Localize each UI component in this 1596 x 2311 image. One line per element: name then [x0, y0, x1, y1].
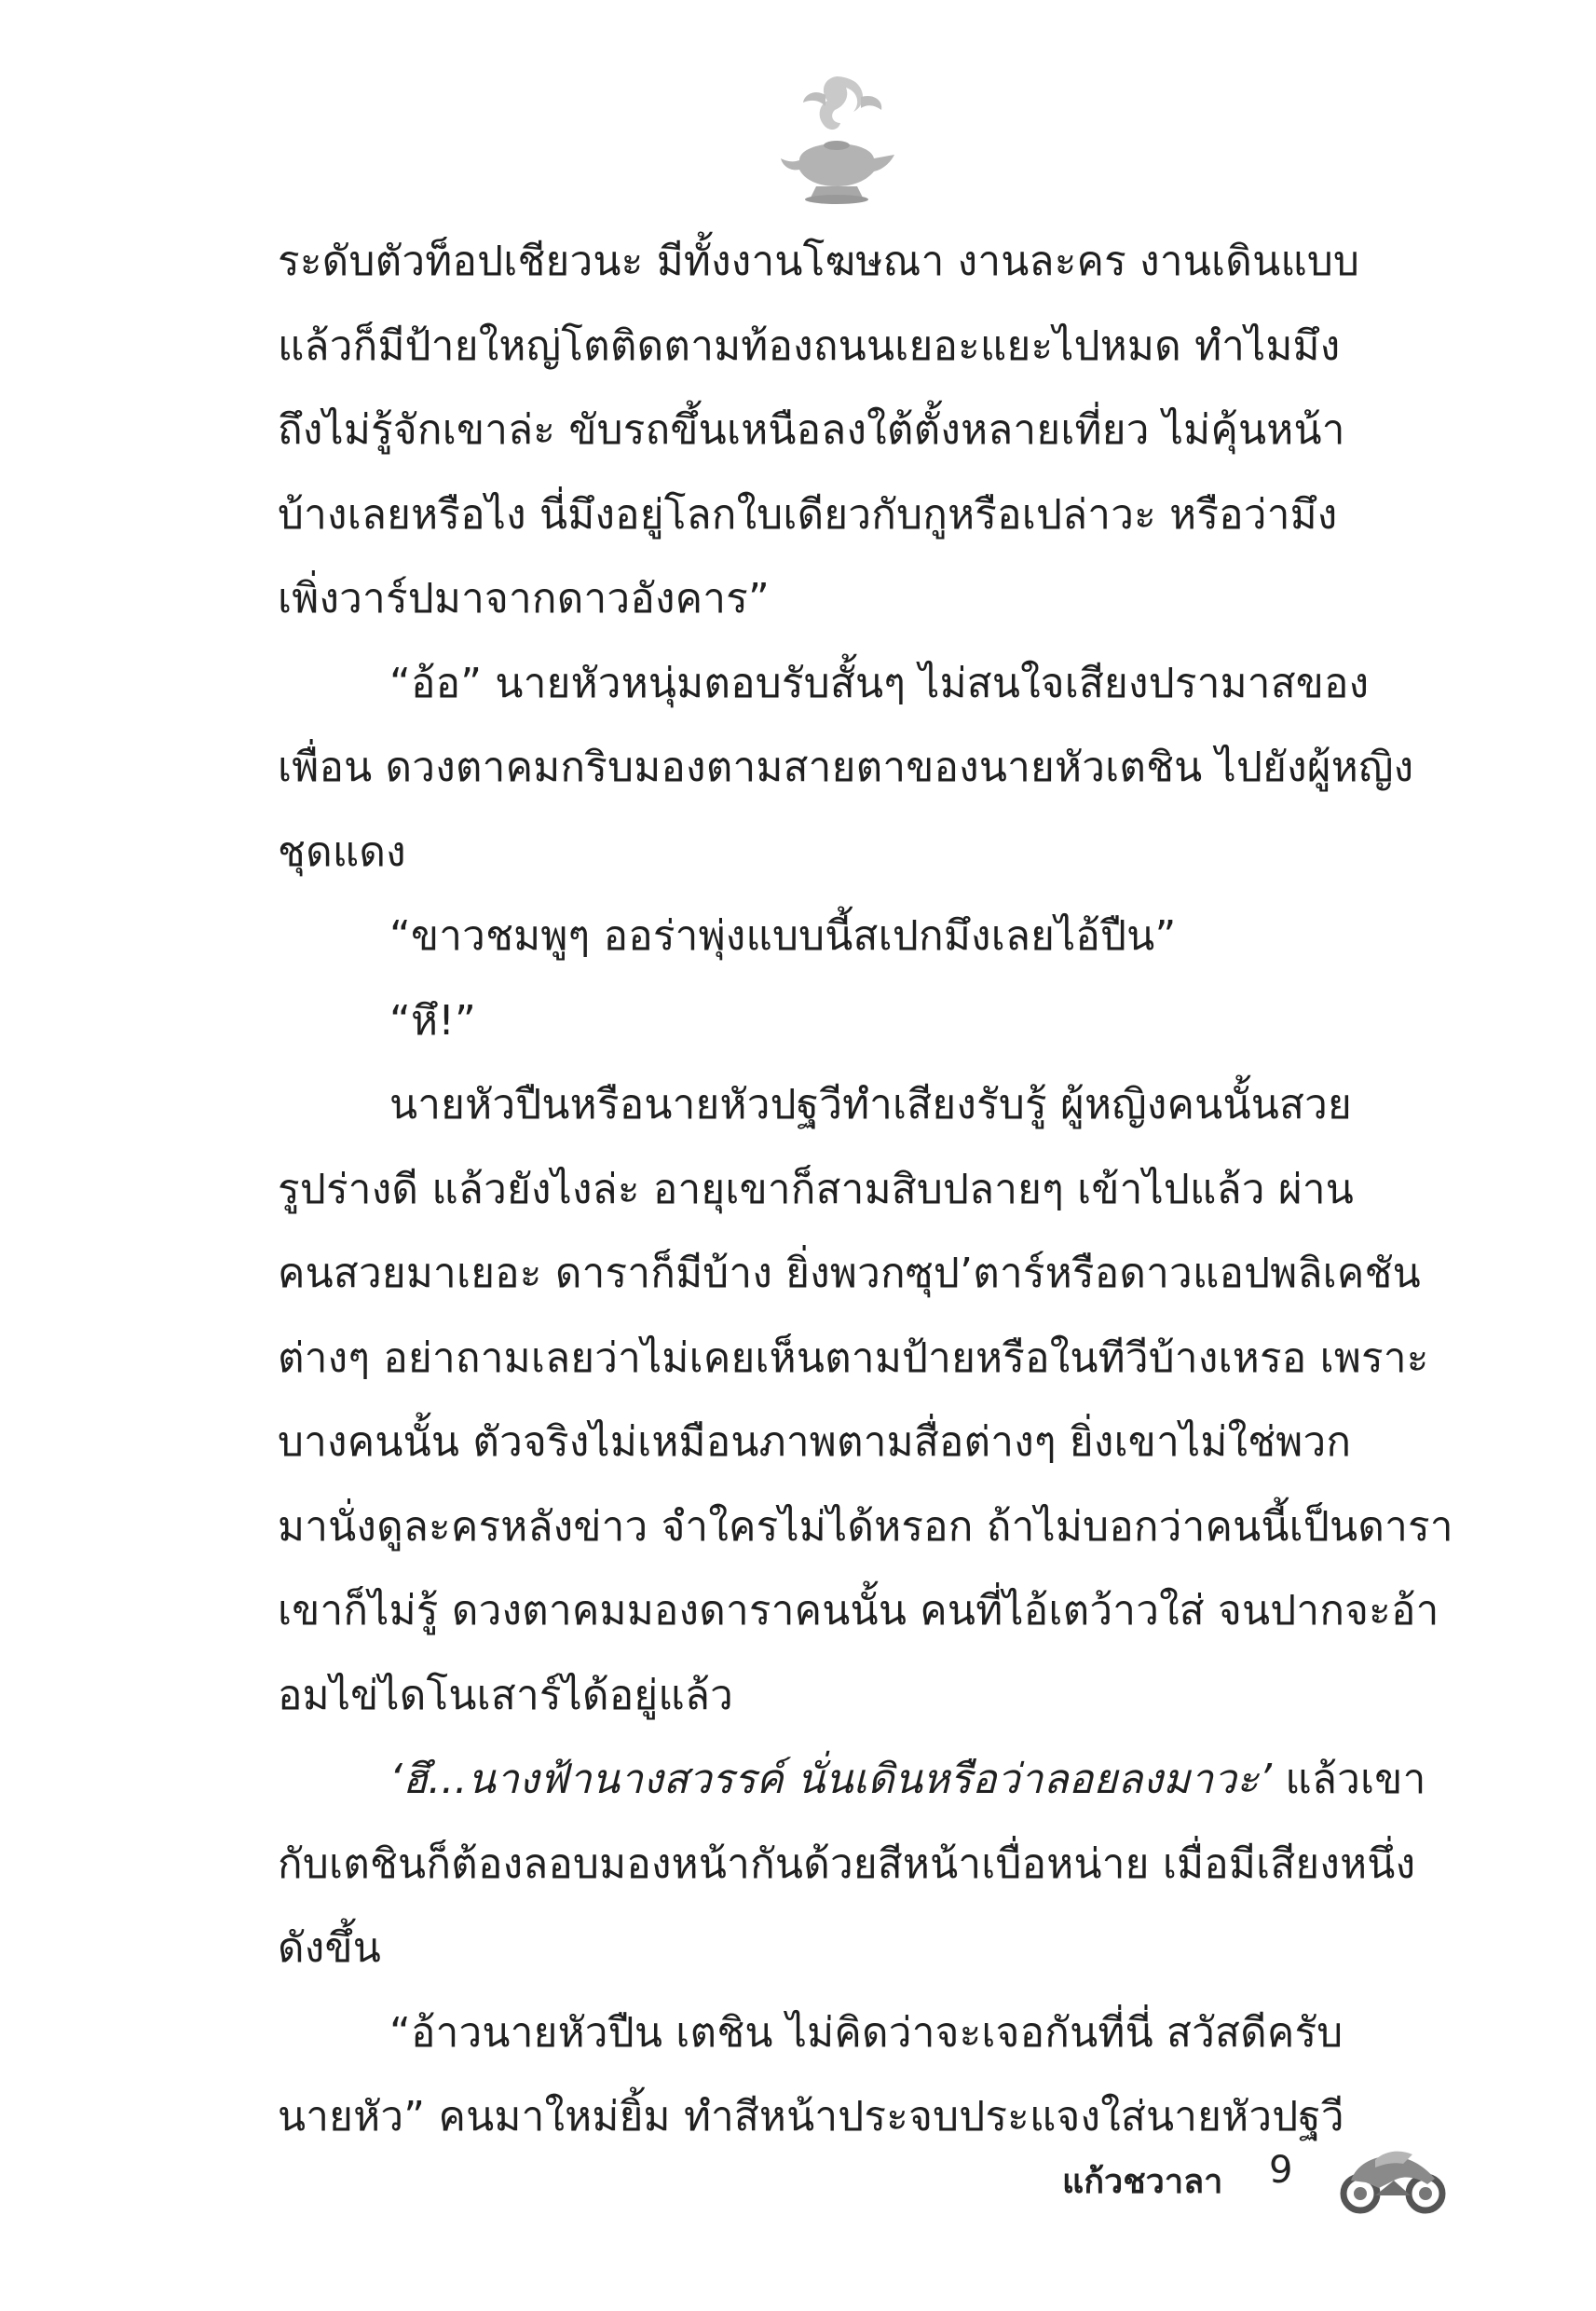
- text-line: ชุดแดง: [278, 827, 406, 876]
- text-line: มานั่งดูละครหลังข่าว จำใครไม่ได้หรอก ถ้าไม่บอกว่าคนนี้เป็นดารา: [278, 1502, 1453, 1551]
- text-line: [278, 1738, 1426, 1823]
- story-text: [278, 220, 1453, 2160]
- text-line: นายหัว” คนมาใหม่ยิ้ม ทำสีหน้าประจบประแจงใส่นายหัวปฐวี: [278, 2093, 1344, 2140]
- paragraph: [278, 979, 1405, 1064]
- text-line: ระดับตัวท็อปเชียวนะ มีทั้งงานโฆษณา งานละคร งานเดินแบบ: [278, 238, 1360, 285]
- motorcycle-icon: [1338, 2141, 1448, 2216]
- inner-thought-text: ‘ฮึ...นางฟ้านางสวรรค์ นั่นเดินหรือว่าลอยลงมาวะ’: [389, 1756, 1273, 1803]
- book-title: แก้วชวาลา: [1062, 2163, 1223, 2201]
- page-number: 9: [1269, 2149, 1293, 2192]
- text-line: คนสวยมาเยอะ ดาราก็มีบ้าง ยิ่งพวกซุป’ตาร์หรือดาวแอปพลิเคชัน: [278, 1250, 1421, 1297]
- text-line: ดังขึ้น: [278, 1924, 382, 1972]
- page-footer: [1062, 2134, 1453, 2223]
- text-line: “ขาวชมพูๆ ออร่าพุ่งแบบนี้สเปกมึงเลยไอ้ปืน”: [389, 912, 1177, 960]
- text-segment: แล้วเขา: [1272, 1756, 1426, 1803]
- text-line: ถึงไม่รู้จักเขาล่ะ ขับรถขึ้นเหนือลงใต้ตั้งหลายเที่ยว ไม่คุ้นหน้า: [278, 406, 1345, 454]
- text-line: ต่างๆ อย่าถามเลยว่าไม่เคยเห็นตามป้ายหรือในทีวีบ้างเหรอ เพราะ: [278, 1333, 1429, 1382]
- genie-lamp-icon: [771, 69, 902, 209]
- text-line: บางคนนั้น ตัวจริงไม่เหมือนภาพตามสื่อต่างๆ ยิ่งเขาไม่ใช่พวก: [278, 1418, 1352, 1466]
- text-line: เขาก็ไม่รู้ ดวงตาคมมองดาราคนนั้น คนที่ไอ้เตว้าวใส่ จนปากจะอ้า: [278, 1587, 1439, 1634]
- text-line: รูปร่างดี แล้วยังไงล่ะ อายุเขาก็สามสิบปลายๆ เข้าไปแล้ว ผ่าน: [278, 1165, 1355, 1213]
- text-line: นายหัวปืนหรือนายหัวปฐวีทำเสียงรับรู้ ผู้หญิงคนนั้นสวย: [389, 1081, 1352, 1128]
- paragraph: [278, 220, 1405, 642]
- paragraph: [278, 895, 1405, 979]
- text-line: เพื่อน ดวงตาคมกริบมองตามสายตาของนายหัวเตชิน ไปยังผู้หญิง: [278, 744, 1414, 791]
- text-line: บ้างเลยหรือไง นี่มึงอยู่โลกใบเดียวกับกูหรือเปล่าวะ หรือว่ามึง: [278, 490, 1338, 539]
- paragraph: [278, 1738, 1426, 1991]
- text-line: “หึ!”: [389, 996, 477, 1045]
- text-line: “อ้าวนายหัวปืน เตชิน ไม่คิดว่าจะเจอกันที่นี่ สวัสดีครับ: [389, 2008, 1344, 2057]
- text-line: กับเตชินก็ต้องลอบมองหน้ากันด้วยสีหน้าเบื่อหน่าย เมื่อมีเสียงหนึ่ง: [278, 1839, 1416, 1888]
- text-line: “อ้อ” นายหัวหนุ่มตอบรับสั้นๆ ไม่สนใจเสียงปรามาสของ: [389, 659, 1370, 707]
- text-line: แล้วก็มีป้ายใหญ่โตติดตามท้องถนนเยอะแยะไปหมด ทำไมมึง: [278, 321, 1341, 370]
- text-line: เพิ่งวาร์ปมาจากดาวอังคาร”: [278, 575, 771, 622]
- paragraph: [278, 642, 1414, 896]
- text-line: อมไข่ไดโนเสาร์ได้อยู่แล้ว: [278, 1671, 734, 1719]
- paragraph: [278, 1063, 1453, 1738]
